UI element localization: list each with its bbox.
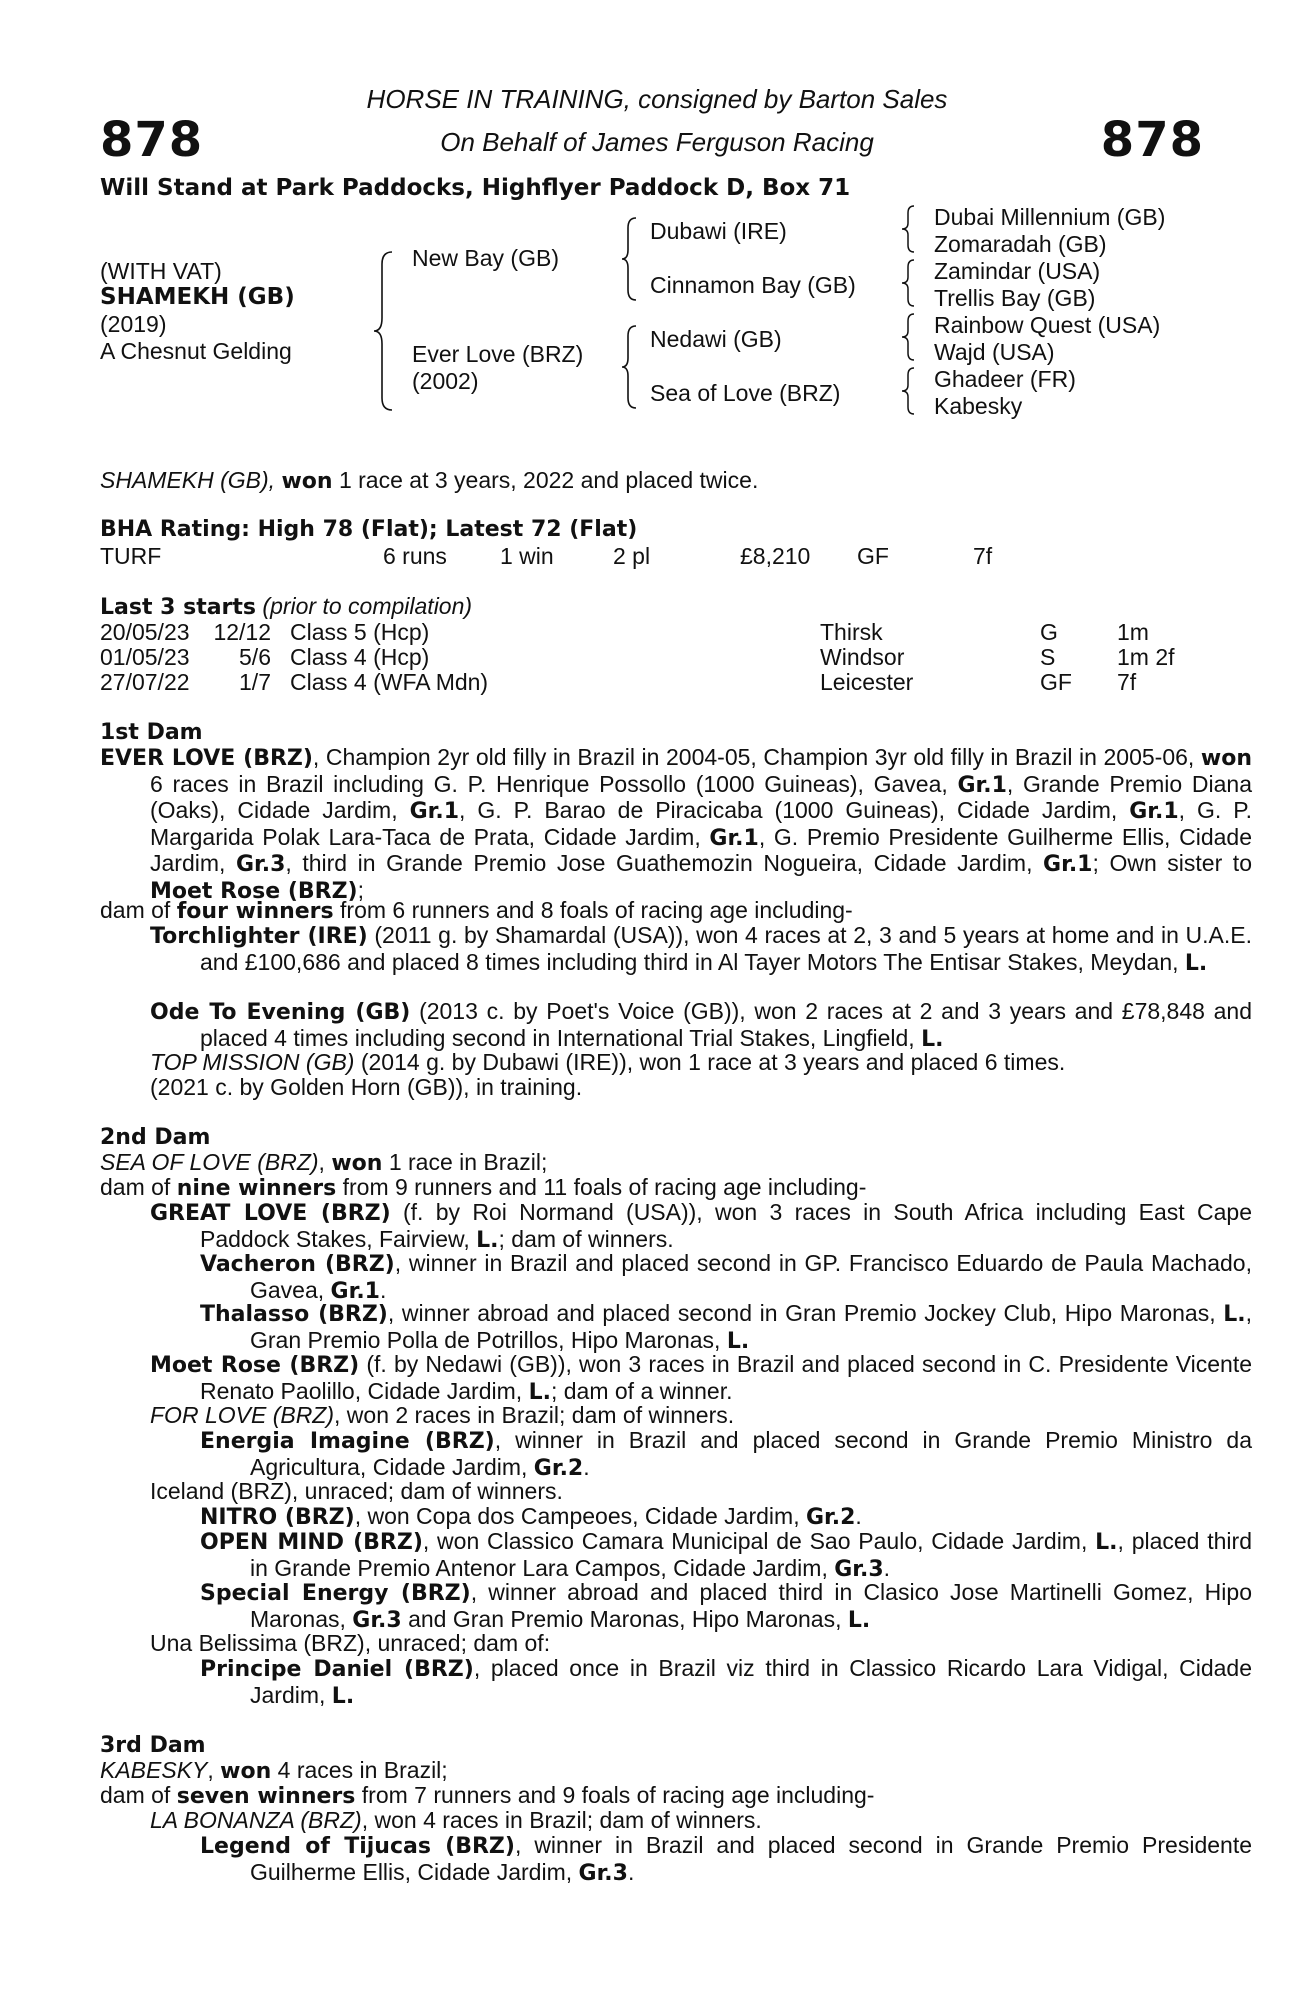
start-distance: 1m	[1117, 619, 1149, 645]
rating-going: GF	[857, 543, 889, 569]
dam-year: (2002)	[412, 368, 479, 394]
second-dam-heading: 2nd Dam	[100, 1125, 211, 1150]
start-position: 5/6	[239, 644, 271, 670]
progeny-top-mission: TOP MISSION (GB) (2014 g. by Dubawi (IRE)), won 1 race at 3 years and placed 6 times.	[150, 1049, 1066, 1075]
progeny-la-bonanza: LA BONANZA (BRZ), won 4 races in Brazil; dam of winners.	[150, 1807, 762, 1833]
start-going: G	[1040, 619, 1058, 645]
start-date: 20/05/23	[100, 619, 190, 645]
start-class: Class 4 (Hcp)	[290, 644, 430, 670]
start-date: 27/07/22	[100, 669, 190, 695]
progeny-2021-colt: (2021 c. by Golden Horn (GB)), in training.	[150, 1074, 583, 1100]
start-position: 12/12	[213, 619, 271, 645]
first-dam-record: EVER LOVE (BRZ), Champion 2yr old filly in Brazil in 2004-05, Champion 3yr old filly in Brazil in 2005-06, won 6 races in Brazil including G. P. Henrique Possollo (1000 Guineas), Gavea, Gr.1, Grande Premio Diana (Oaks), Cidade Jardim, Gr.1, G. P. Barao de Piracicaba (1000 Guineas), Cidade Jardim, Gr.1, G. P. Margarida Polak Lara-Taca de Prata, Cidade Jardim, Gr.1, G. Premio Presidente Guilherme Ellis, Cidade Jardim, Gr.3, third in Grande Premio Jose Guathemozin Nogueira, Cidade Jardim, Gr.1; Own sister to Moet Rose (BRZ);	[100, 744, 1252, 904]
ggp-dsd: Wajd (USA)	[934, 339, 1055, 365]
rating-surface: TURF	[100, 543, 162, 569]
rating-wins: 1 win	[500, 543, 554, 569]
race-summary: SHAMEKH (GB), won 1 race at 3 years, 2022 and placed twice.	[100, 467, 759, 494]
sire-dam: Cinnamon Bay (GB)	[650, 272, 856, 298]
foaling-year: (2019)	[100, 311, 167, 337]
progeny-ode-to-evening: Ode To Evening (GB) (2013 c. by Poet's Voice (GB)), won 2 races at 2 and 3 years and £78,848 and placed 4 times including second in International Trial Stakes, Lingfield, L.	[150, 998, 1252, 1052]
lot-number-left: 878	[100, 112, 204, 168]
rating-placed: 2 pl	[613, 543, 651, 569]
start-course: Windsor	[820, 644, 905, 670]
ggp-dss: Rainbow Quest (USA)	[934, 312, 1161, 338]
location-line: Will Stand at Park Paddocks, Highflyer Paddock D, Box 71	[100, 175, 851, 201]
pedigree-brace-ss	[898, 204, 920, 254]
start-date: 01/05/23	[100, 644, 190, 670]
ggp-dds: Ghadeer (FR)	[934, 366, 1076, 392]
start-distance: 1m 2f	[1117, 644, 1175, 670]
behalf-line: On Behalf of James Ferguson Racing	[440, 127, 874, 157]
ggp-ddd: Kabesky	[934, 393, 1023, 419]
consignment-line: HORSE IN TRAINING, consigned by Barton Sales	[366, 84, 948, 114]
progeny-principe-daniel: Principe Daniel (BRZ), placed once in Brazil viz third in Classico Ricardo Lara Vidigal, Cidade Jardim, L.	[200, 1655, 1252, 1709]
start-position: 1/7	[239, 669, 271, 695]
progeny-energia-imagine: Energia Imagine (BRZ), winner in Brazil and placed second in Grande Premio Ministro da Agricultura, Cidade Jardim, Gr.2.	[200, 1427, 1253, 1481]
pedigree-brace-main	[370, 250, 400, 412]
bha-rating: BHA Rating: High 78 (Flat); Latest 72 (Flat)	[100, 517, 638, 542]
dam: Ever Love (BRZ)	[412, 341, 584, 367]
start-distance: 7f	[1117, 669, 1137, 695]
start-course: Leicester	[820, 669, 914, 695]
third-dam-produce-summary: dam of seven winners from 7 runners and 9 foals of racing age including-	[100, 1782, 875, 1809]
progeny-legend-of-tijucas: Legend of Tijucas (BRZ), winner in Brazil and placed second in Grande Premio Presidente Guilherme Ellis, Cidade Jardim, Gr.3.	[200, 1832, 1253, 1886]
progeny-torchlighter: Torchlighter (IRE) (2011 g. by Shamardal (USA)), won 4 races at 2, 3 and 5 years at home and in U.A.E. and £100,686 and placed 8 times including third in Al Tayer Motors The Entisar Stakes, Meydan, L.	[150, 922, 1252, 976]
sire-sire: Dubawi (IRE)	[650, 218, 787, 244]
sire: New Bay (GB)	[412, 245, 559, 271]
ggp-sdd: Trellis Bay (GB)	[934, 285, 1096, 311]
dam-dam: Sea of Love (BRZ)	[650, 380, 841, 406]
progeny-for-love: FOR LOVE (BRZ), won 2 races in Brazil; dam of winners.	[150, 1402, 735, 1428]
pedigree-brace-sd	[898, 258, 920, 308]
progeny-moet-rose: Moet Rose (BRZ) (f. by Nedawi (GB)), won 3 races in Brazil and placed second in C. Presidente Vicente Renato Paolillo, Cidade Jardim, L.; dam of a winner.	[150, 1351, 1253, 1405]
rating-earnings: £8,210	[740, 543, 811, 569]
progeny-great-love: GREAT LOVE (BRZ) (f. by Roi Normand (USA)), won 3 races in South Africa including East Cape Paddock Stakes, Fairview, L.; dam of winners.	[150, 1199, 1252, 1253]
lot-number-right: 878	[1100, 112, 1204, 168]
ggp-ssd: Zomaradah (GB)	[934, 231, 1107, 257]
second-dam-record: SEA OF LOVE (BRZ), won 1 race in Brazil;	[100, 1149, 548, 1176]
start-going: GF	[1040, 669, 1072, 695]
progeny-open-mind: OPEN MIND (BRZ), won Classico Camara Municipal de Sao Paulo, Cidade Jardim, L., placed third in Grande Premio Antenor Lara Campos, Cidade Jardim, Gr.3.	[200, 1528, 1252, 1582]
progeny-vacheron: Vacheron (BRZ), winner in Brazil and placed second in GP. Francisco Eduardo de Paula Machado, Gavea, Gr.1.	[200, 1250, 1252, 1304]
progeny-thalasso: Thalasso (BRZ), winner abroad and placed second in Gran Premio Jockey Club, Hipo Maronas, L., Gran Premio Polla de Potrillos, Hipo Maronas, L.	[200, 1300, 1252, 1354]
rating-distance: 7f	[973, 543, 993, 569]
vat-label: (WITH VAT)	[100, 258, 222, 284]
rating-runs: 6 runs	[383, 543, 447, 569]
start-course: Thirsk	[820, 619, 883, 645]
progeny-nitro: NITRO (BRZ), won Copa dos Campeoes, Cidade Jardim, Gr.2.	[200, 1503, 862, 1530]
pedigree-brace-sire	[618, 216, 644, 302]
first-dam-produce-summary: dam of four winners from 6 runners and 8 foals of racing age including-	[100, 897, 853, 924]
progeny-special-energy: Special Energy (BRZ), winner abroad and placed third in Clasico Jose Martinelli Gomez, Hipo Maronas, Gr.3 and Gran Premio Maronas, Hipo Maronas, L.	[200, 1579, 1252, 1633]
last-starts-heading: Last 3 starts (prior to compilation)	[100, 593, 473, 620]
second-dam-produce-summary: dam of nine winners from 9 runners and 11 foals of racing age including-	[100, 1174, 867, 1201]
pedigree-brace-ds	[898, 312, 920, 362]
start-class: Class 4 (WFA Mdn)	[290, 669, 489, 695]
horse-description: A Chesnut Gelding	[100, 338, 292, 364]
start-going: S	[1040, 644, 1056, 670]
pedigree-brace-dam	[618, 324, 644, 410]
pedigree-brace-dd	[898, 366, 920, 416]
third-dam-record: KABESKY, won 4 races in Brazil;	[100, 1757, 448, 1784]
ggp-sds: Zamindar (USA)	[934, 258, 1101, 284]
start-class: Class 5 (Hcp)	[290, 619, 430, 645]
third-dam-heading: 3rd Dam	[100, 1733, 206, 1758]
progeny-iceland: Iceland (BRZ), unraced; dam of winners.	[150, 1478, 563, 1504]
ggp-sss: Dubai Millennium (GB)	[934, 204, 1166, 230]
first-dam-heading: 1st Dam	[100, 720, 203, 745]
progeny-una-belissima: Una Belissima (BRZ), unraced; dam of:	[150, 1630, 551, 1656]
dam-sire: Nedawi (GB)	[650, 326, 782, 352]
horse-name: SHAMEKH (GB)	[100, 284, 295, 310]
